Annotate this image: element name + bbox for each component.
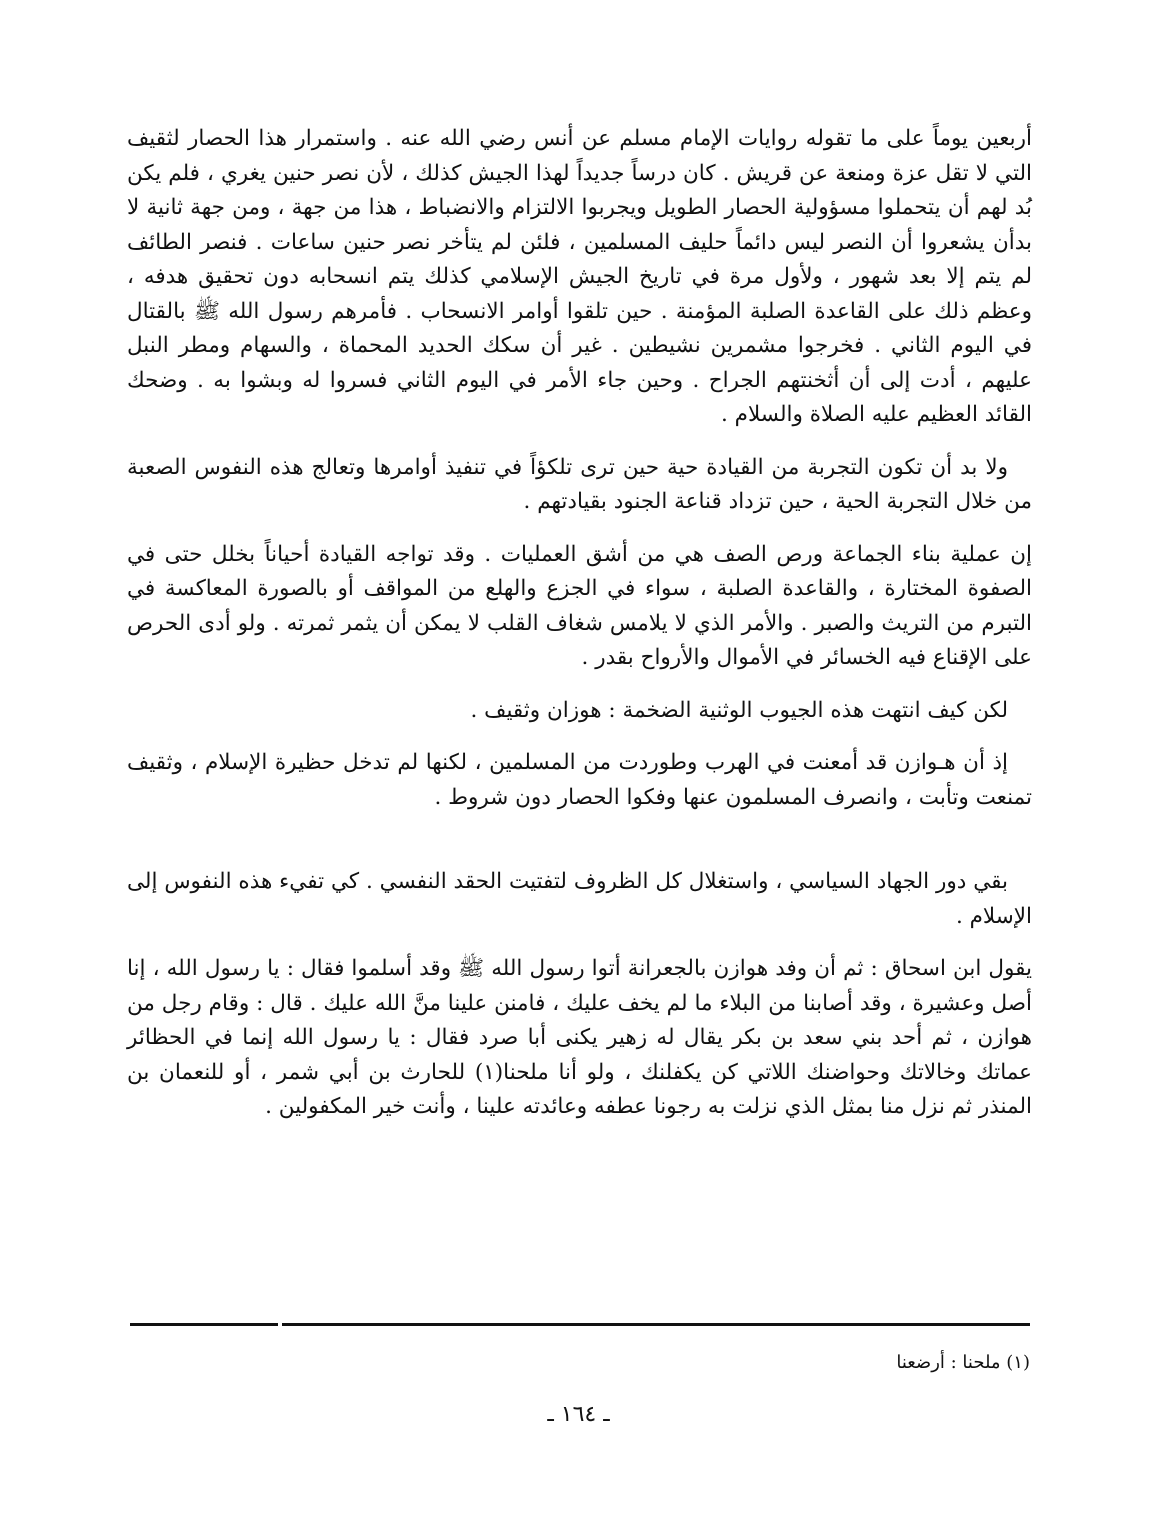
paragraph-building-ranks: إن عملية بناء الجماعة ورص الصف هي من أشق العمليات . وقد تواجه القيادة أحياناً بخلل حتى في الصفوة المختارة ، والقاعدة الصلبة ، سواء في الجزع والهلع من المواقف أو بالصورة المعاكسة في التبرم من التريث والصبر . والأمر الذي لا يلامس شغاف القلب لا يمكن أن يثمر ثمرته . ولو أدى الحرص على الإقناع فيه الخسائر في الأموال والأرواح بقدر . (127, 541, 1032, 670)
paragraph-hawazin-thaqif: إذ أن هـوازن قد أمعنت في الهرب وطوردت من المسلمين ، لكنها لم تدخل حظيرة الإسلام ، وثقيف تمنعت وتأبت ، وانصرف المسلمون عنها وفكوا الحصار دون شروط . (127, 750, 1032, 810)
paragraph-siege-lesson: أربعين يوماً على ما تقوله روايات الإمام مسلم عن أنس رضي الله عنه . واستمرار هذا الحصار لثقيف التي لا تقل عزة ومنعة عن قريش . كان درساً جديداً لهذا الجيش كذلك ، لأن نصر حنين يغري ، فلم يكن بُد لهم أن يتحملوا مسؤولية الحصار الطويل ويجربوا الالتزام والانضباط ، هذا من جهة ، ومن جهة ثانية لا بدأن يشعروا أن النصر ليس دائماً حليف المسلمين ، فلئن لم يتأخر نصر حنين ساعات . فنصر الطائف لم يتم إلا بعد شهور ، ولأول مرة في تاريخ الجيش الإسلامي كذلك يتم انسحابه دون تحقيق هدفه ، وعظم ذلك على القاعدة الصلبة المؤمنة . حين تلقوا أوامر الانسحاب . فأمرهم رسول الله ﷺ بالقتال في اليوم الثاني . فخرجوا مشمرين نشيطين . غير أن سكك الحديد المحماة ، والسهام ومطر النبل عليهم ، أدت إلى أن أثخنتهم الجراح . وحين جاء الأمر في اليوم الثاني فسروا له وبشوا به . وضحك القائد العظيم عليه الصلاة والسلام . (127, 126, 1032, 427)
page-body (127, 122, 1032, 1125)
paragraph-political-jihad: بقي دور الجهاد السياسي ، واستغلال كل الظروف لتفتيت الحقد النفسي . كي تفيء هذه النفوس إلى الإسلام . (127, 869, 1032, 929)
paragraph-leadership-experience: ولا بد أن تكون التجربة من القيادة حية حين ترى تلكؤاً في تنفيذ أوامرها وتعالج هذه النفوس الصعبة من خلال التجربة الحية ، حين تزداد قناعة الجنود بقيادتهم . (127, 454, 1032, 514)
separator-line-short (130, 1323, 278, 1326)
footnote: (١) ملحنا : أرضعنا (896, 1352, 1030, 1373)
footnote-separator (130, 1323, 1030, 1329)
paragraph-question: لكن كيف انتهت هذه الجيوب الوثنية الضخمة : هوزان وثقيف . (470, 697, 1008, 723)
separator-line-long (282, 1323, 1030, 1326)
paragraph-ibn-ishaq-quote: يقول ابن اسحاق : ثم أن وفد هوازن بالجعرانة أتوا رسول الله ﷺ وقد أسلموا فقال : يا رسول الله ، إنا أصل وعشيرة ، وقد أصابنا من البلاء ما لم يخف عليك ، فامنن علينا منَّ الله عليك . قال : وقام رجل من هوازن ، ثم أحد بني سعد بن بكر يقال له زهير يكنى أبا صرد فقال : يا رسول الله إنما في الحظائر عماتك وخالاتك وحواضنك اللاتي كن يكفلنك ، ولو أنا ملحنا(١) للحارث بن أبي شمر ، أو للنعمان بن المنذر ثم نزل منا بمثل الذي نزلت به رجونا عطفه وعائدته علينا ، وأنت خير المكفولين . (127, 956, 1033, 1119)
page-number: ـ ١٦٤ ـ (547, 1402, 610, 1427)
